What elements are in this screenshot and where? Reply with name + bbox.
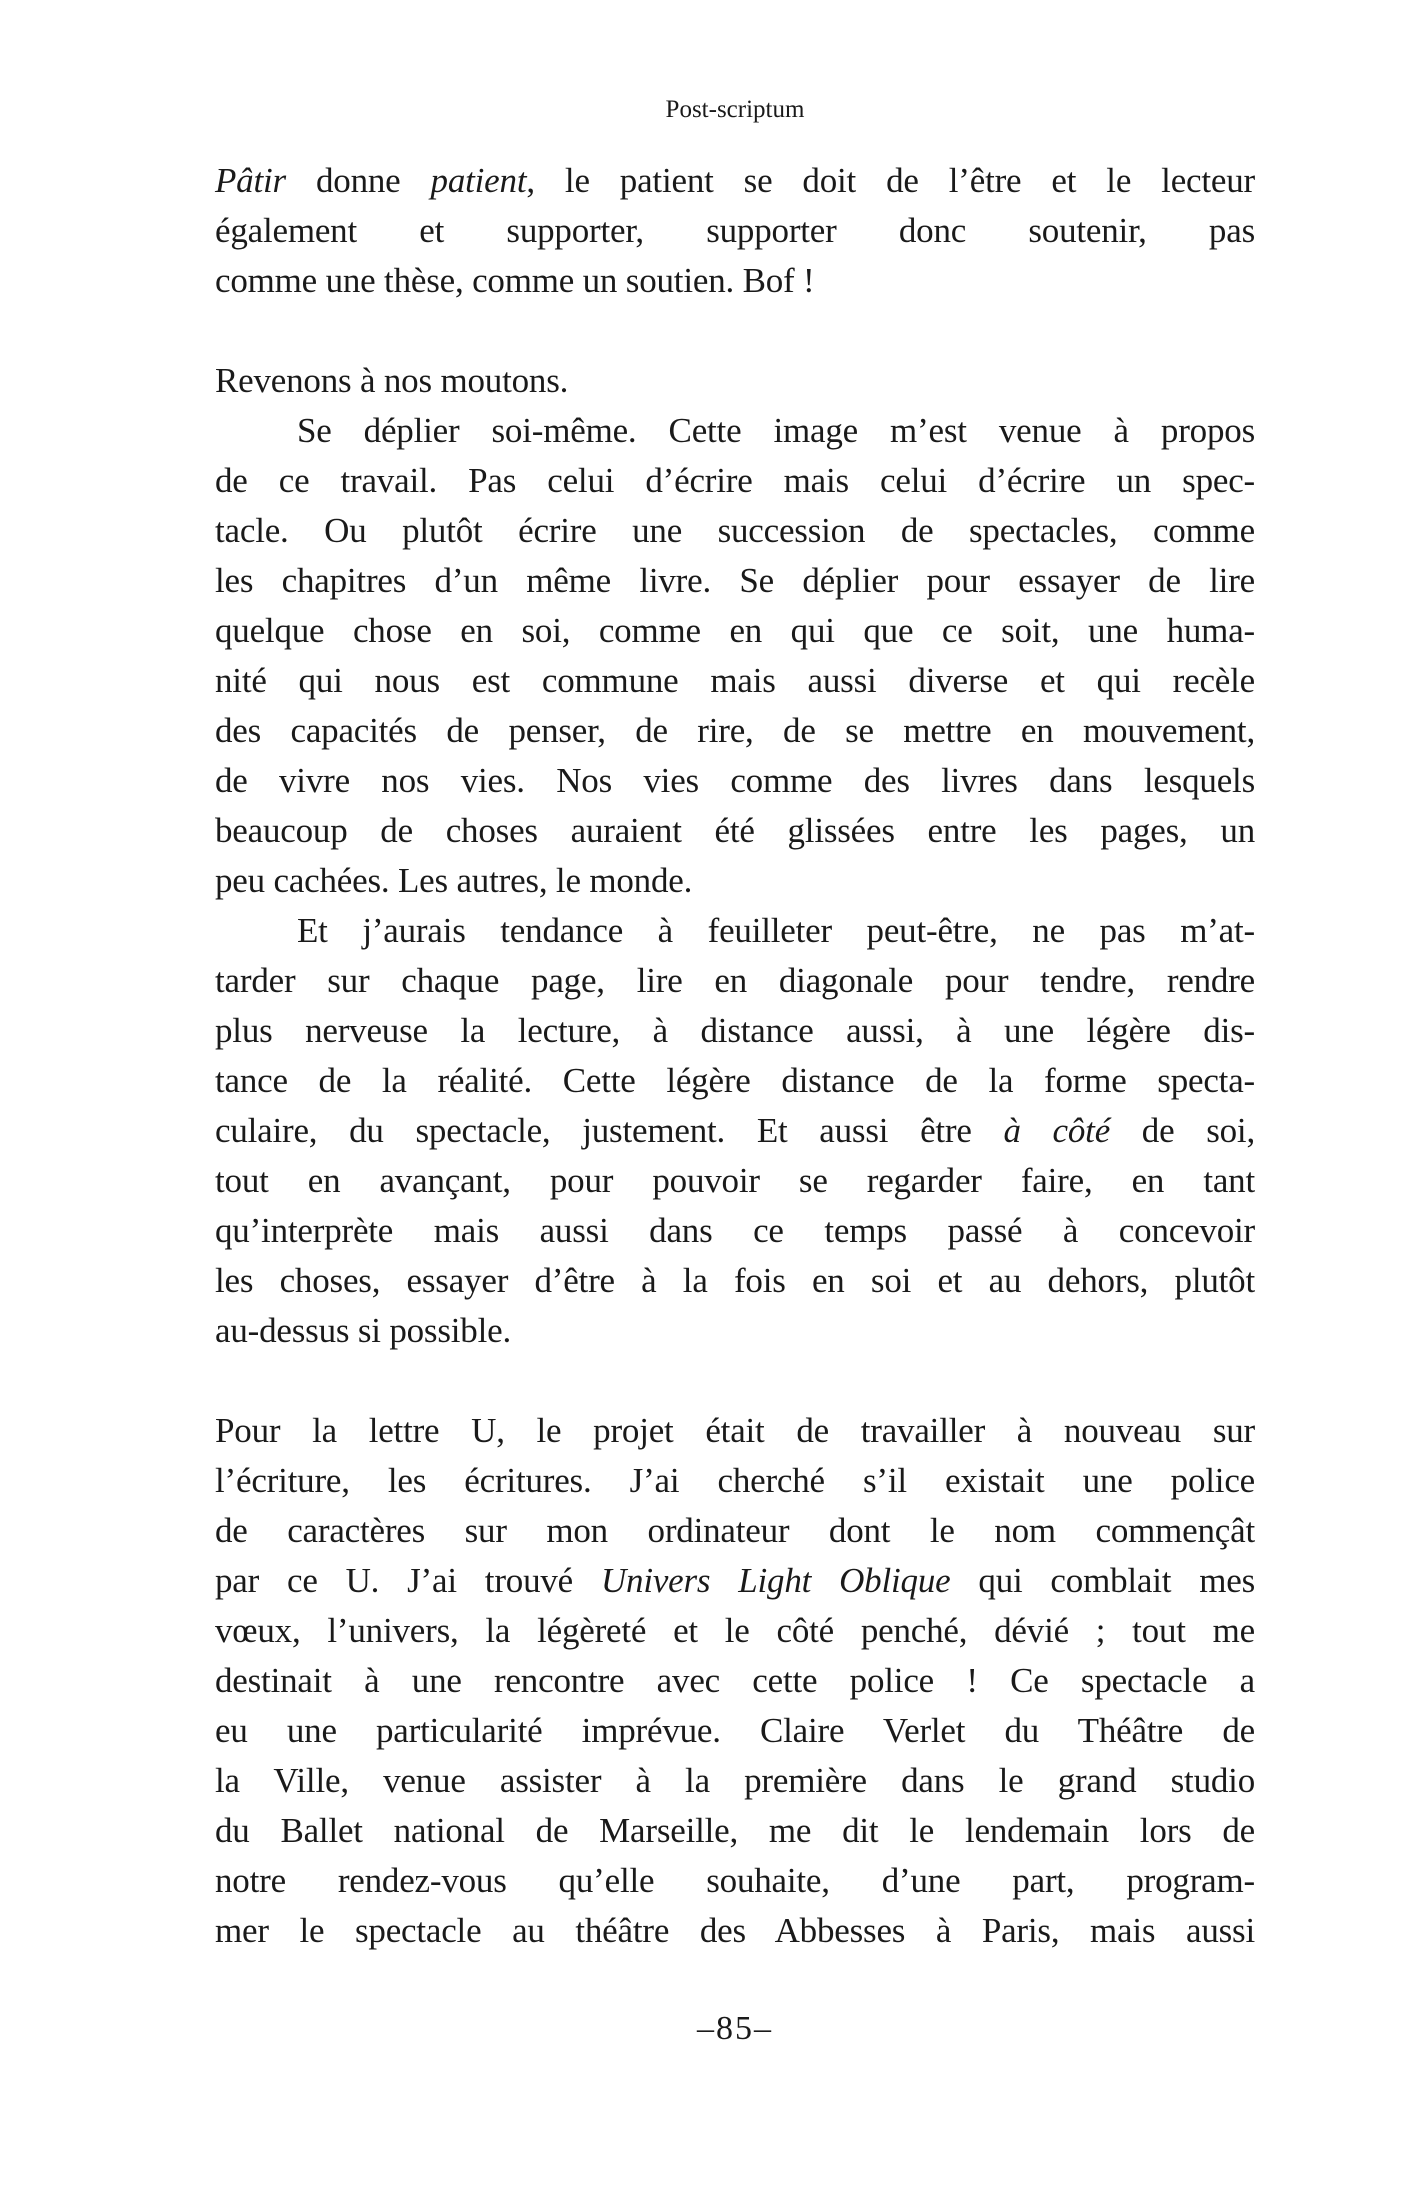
text-line [215,256,1255,306]
text-segment: , le patient se doit de l’être et le lecteur [526,161,1255,200]
text-line [215,1406,1255,1456]
text-segment: tance de la réalité. Cette légère distance de la forme specta- [215,1061,1255,1100]
text-segment: de soi, [1110,1111,1256,1150]
text-segment: beaucoup de choses auraient été glissées entre les pages, un [215,811,1255,850]
text-line [215,206,1255,256]
text-line [215,1306,1255,1356]
text-line [215,1056,1255,1106]
text-line [215,706,1255,756]
text-segment: de ce travail. Pas celui d’écrire mais celui d’écrire un spec- [215,461,1255,500]
text-line [215,1606,1255,1656]
text-line [215,1206,1255,1256]
text-line [215,1806,1255,1856]
text-segment: l’écriture, les écritures. J’ai cherché s’il existait une police [215,1461,1255,1500]
text-line [215,906,1255,956]
text-segment: eu une particularité imprévue. Claire Verlet du Théâtre de [215,1711,1255,1750]
text-line [215,656,1255,706]
text-segment: les choses, essayer d’être à la fois en soi et au dehors, plutôt [215,1261,1255,1300]
text-line [215,1656,1255,1706]
text-segment: quelque chose en soi, comme en qui que ce soit, une huma- [215,611,1255,650]
text-line [215,1756,1255,1806]
text-line [215,456,1255,506]
text-segment: également et supporter, supporter donc soutenir, pas [215,211,1255,250]
text-segment: Revenons à nos moutons. [215,361,569,400]
text-line [215,406,1255,456]
text-line [215,506,1255,556]
text-segment: des capacités de penser, de rire, de se mettre en mouvement, [215,711,1255,750]
text-segment: destinait à une rencontre avec cette police ! Ce spectacle a [215,1661,1255,1700]
text-line [215,1006,1255,1056]
text-line [215,1456,1255,1506]
text-segment: nité qui nous est commune mais aussi diverse et qui recèle [215,661,1255,700]
italic-text: patient [430,161,527,200]
body-text [215,156,1255,1956]
text-line [215,1856,1255,1906]
text-segment: vœux, l’univers, la légèreté et le côté penché, dévié ; tout me [215,1611,1255,1650]
text-segment: donne [285,161,431,200]
text-line [215,806,1255,856]
text-line [215,956,1255,1006]
text-segment: tacle. Ou plutôt écrire une succession de spectacles, comme [215,511,1255,550]
text-line [215,156,1255,206]
text-segment: comme une thèse, comme un soutien. Bof ! [215,261,815,300]
text-line [215,1156,1255,1206]
text-segment: qui comblait mes [950,1561,1255,1600]
text-line [215,1706,1255,1756]
text-segment: de vivre nos vies. Nos vies comme des livres dans lesquels [215,761,1255,800]
text-segment: qu’interprète mais aussi dans ce temps passé à concevoir [215,1211,1255,1250]
text-segment: plus nerveuse la lecture, à distance aussi, à une légère dis- [215,1011,1255,1050]
text-segment: les chapitres d’un même livre. Se déplier pour essayer de lire [215,561,1255,600]
italic-text: Pâtir [215,161,286,200]
text-segment: de caractères sur mon ordinateur dont le nom commençât [215,1511,1255,1550]
text-segment: la Ville, venue assister à la première dans le grand studio [215,1761,1255,1800]
text-line [215,756,1255,806]
text-line [215,606,1255,656]
text-segment: tout en avançant, pour pouvoir se regarder faire, en tant [215,1161,1255,1200]
blank-line [215,306,1255,356]
page-number: –85– [697,2010,773,2047]
text-segment: au-dessus si possible. [215,1311,512,1350]
text-segment: Se déplier soi-même. Cette image m’est venue à propos [297,411,1255,450]
text-segment: mer le spectacle au théâtre des Abbesses à Paris, mais aussi [215,1911,1255,1950]
text-line [215,556,1255,606]
text-line [215,1106,1255,1156]
text-line [215,1256,1255,1306]
text-segment: Et j’aurais tendance à feuilleter peut-être, ne pas m’at- [297,911,1255,950]
text-segment: culaire, du spectacle, justement. Et aussi être [215,1111,1004,1150]
text-segment: du Ballet national de Marseille, me dit le lendemain lors de [215,1811,1255,1850]
italic-text: Univers Light Oblique [600,1561,951,1600]
blank-line [215,1356,1255,1406]
running-head: Post-scriptum [665,96,805,123]
text-line [215,1506,1255,1556]
text-segment: tarder sur chaque page, lire en diagonale pour tendre, rendre [215,961,1255,1000]
text-line [215,1556,1255,1606]
text-segment: notre rendez-vous qu’elle souhaite, d’une part, program- [215,1861,1255,1900]
text-segment: peu cachées. Les autres, le monde. [215,861,693,900]
text-segment: par ce U. J’ai trouvé [215,1561,601,1600]
text-line [215,1906,1255,1956]
text-line [215,356,1255,406]
italic-text: à côté [1003,1111,1111,1150]
text-line [215,856,1255,906]
text-segment: Pour la lettre U, le projet était de travailler à nouveau sur [215,1411,1255,1450]
